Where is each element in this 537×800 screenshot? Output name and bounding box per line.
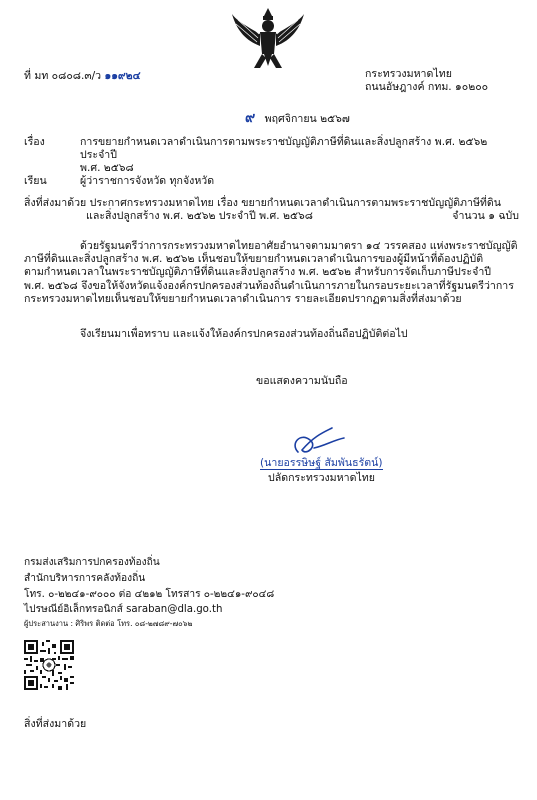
body-line-1: ด้วยรัฐมนตรีว่าการกระทรวงมหาดไทยอาศัยอำนาจตามมาตรา ๑๔ วรรคสอง แห่งพระราชบัญญัติ: [80, 240, 518, 252]
body-paragraph: [24, 240, 519, 306]
salutation-text: ผู้ว่าราชการจังหวัด ทุกจังหวัด: [80, 175, 215, 187]
closing-text: ขอแสดงความนับถือ: [256, 375, 348, 387]
attachment-label: สิ่งที่ส่งมาด้วย: [24, 197, 87, 209]
garuda-emblem-icon: [230, 6, 306, 72]
salutation-label: เรียน: [24, 175, 47, 187]
attachment-line-2: และสิ่งปลูกสร้าง พ.ศ. ๒๕๖๒ ประจำปี พ.ศ. ๒๕๖๘: [86, 210, 313, 223]
footer-email: ไปรษณีย์อิเล็กทรอนิกส์ saraban@dla.go.th: [24, 604, 223, 616]
date-day: ๙: [245, 110, 256, 126]
footer-contact-block: [24, 555, 274, 630]
notify-paragraph: จึงเรียนมาเพื่อทราบ และแจ้งให้องค์กรปกครองส่วนท้องถิ่นถือปฏิบัติต่อไป: [80, 328, 408, 340]
footer-phone: โทร. ๐-๒๒๔๑-๙๐๐๐ ต่อ ๔๒๑๒ โทรสาร ๐-๒๒๔๑-๙๐๔๘: [24, 588, 275, 600]
agency-block: [365, 68, 488, 94]
reference-number: [24, 70, 141, 83]
agency-address: ถนนอัษฎางค์ กทม. ๑๐๒๐๐: [365, 81, 489, 94]
signature-icon: [284, 422, 354, 462]
reference-prefix: ที่ มท ๐๘๐๘.๓/ว: [24, 70, 102, 82]
body-line-2: ภาษีที่ดินและสิ่งปลูกสร้าง พ.ศ. ๒๕๖๒ เห็นชอบให้ขยายกำหนดเวลาดำเนินการของผู้มีหน้าที่ต้องปฏิบัติ: [24, 253, 484, 266]
body-line-3: ตามกำหนดเวลาในพระราชบัญญัติภาษีที่ดินและสิ่งปลูกสร้าง พ.ศ. ๒๕๖๒ สำหรับการจัดเก็บภาษีประจำปี: [24, 266, 491, 279]
reference-handwritten-number: ๑๑๙๒๔: [104, 70, 141, 82]
signer-title: ปลัดกระทรวงมหาดไทย: [268, 472, 375, 484]
agency-name: กระทรวงมหาดไทย: [365, 68, 452, 80]
subject-line-2: พ.ศ. ๒๕๖๘: [80, 162, 134, 175]
body-line-4: พ.ศ. ๒๕๖๘ จึงขอให้จังหวัดแจ้งองค์กรปกครองส่วนท้องถิ่นดำเนินการภายในกรอบระยะเวลาที่รัฐมนตรีว่าการ: [24, 279, 514, 292]
document-date: [245, 110, 350, 128]
subject-line-1: การขยายกำหนดเวลาดำเนินการตามพระราชบัญญัติภาษีที่ดินและสิ่งปลูกสร้าง พ.ศ. ๒๕๖๒ ประจำปี: [80, 136, 488, 162]
subject-block: [24, 136, 519, 176]
footer-contact-person: ผู้ประสานงาน : ศิริพร ติดต่อ โทร. ๐๘-๒๗๘๙-๗๐๖๒: [24, 619, 193, 629]
footer-office: สำนักบริหารการคลังท้องถิ่น: [24, 572, 146, 584]
attachment-count: จำนวน ๑ ฉบับ: [452, 210, 519, 223]
qr-code-icon[interactable]: [24, 640, 74, 690]
enclosure-note-bottom: สิ่งที่ส่งมาด้วย: [24, 718, 87, 730]
footer-department: กรมส่งเสริมการปกครองท้องถิ่น: [24, 557, 160, 568]
signer-name-text: (นายอรรษิษฐ์ สัมพันธรัตน์): [260, 457, 383, 469]
salutation-block: [24, 175, 214, 188]
attachment-line-1: ประกาศกระทรวงมหาดไทย เรื่อง ขยายกำหนดเวลาดำเนินการตามพระราชบัญญัติภาษีที่ดิน: [89, 197, 502, 209]
body-line-5: กระทรวงมหาดไทยเห็นชอบให้ขยายกำหนดเวลาดำเนินการ รายละเอียดปรากฏตามสิ่งที่ส่งมาด้วย: [24, 292, 462, 305]
subject-label: เรื่อง: [24, 136, 45, 148]
date-month-year: พฤศจิกายน ๒๕๖๗: [264, 113, 350, 125]
attachment-block: [24, 197, 519, 223]
signer-name: [260, 457, 383, 470]
